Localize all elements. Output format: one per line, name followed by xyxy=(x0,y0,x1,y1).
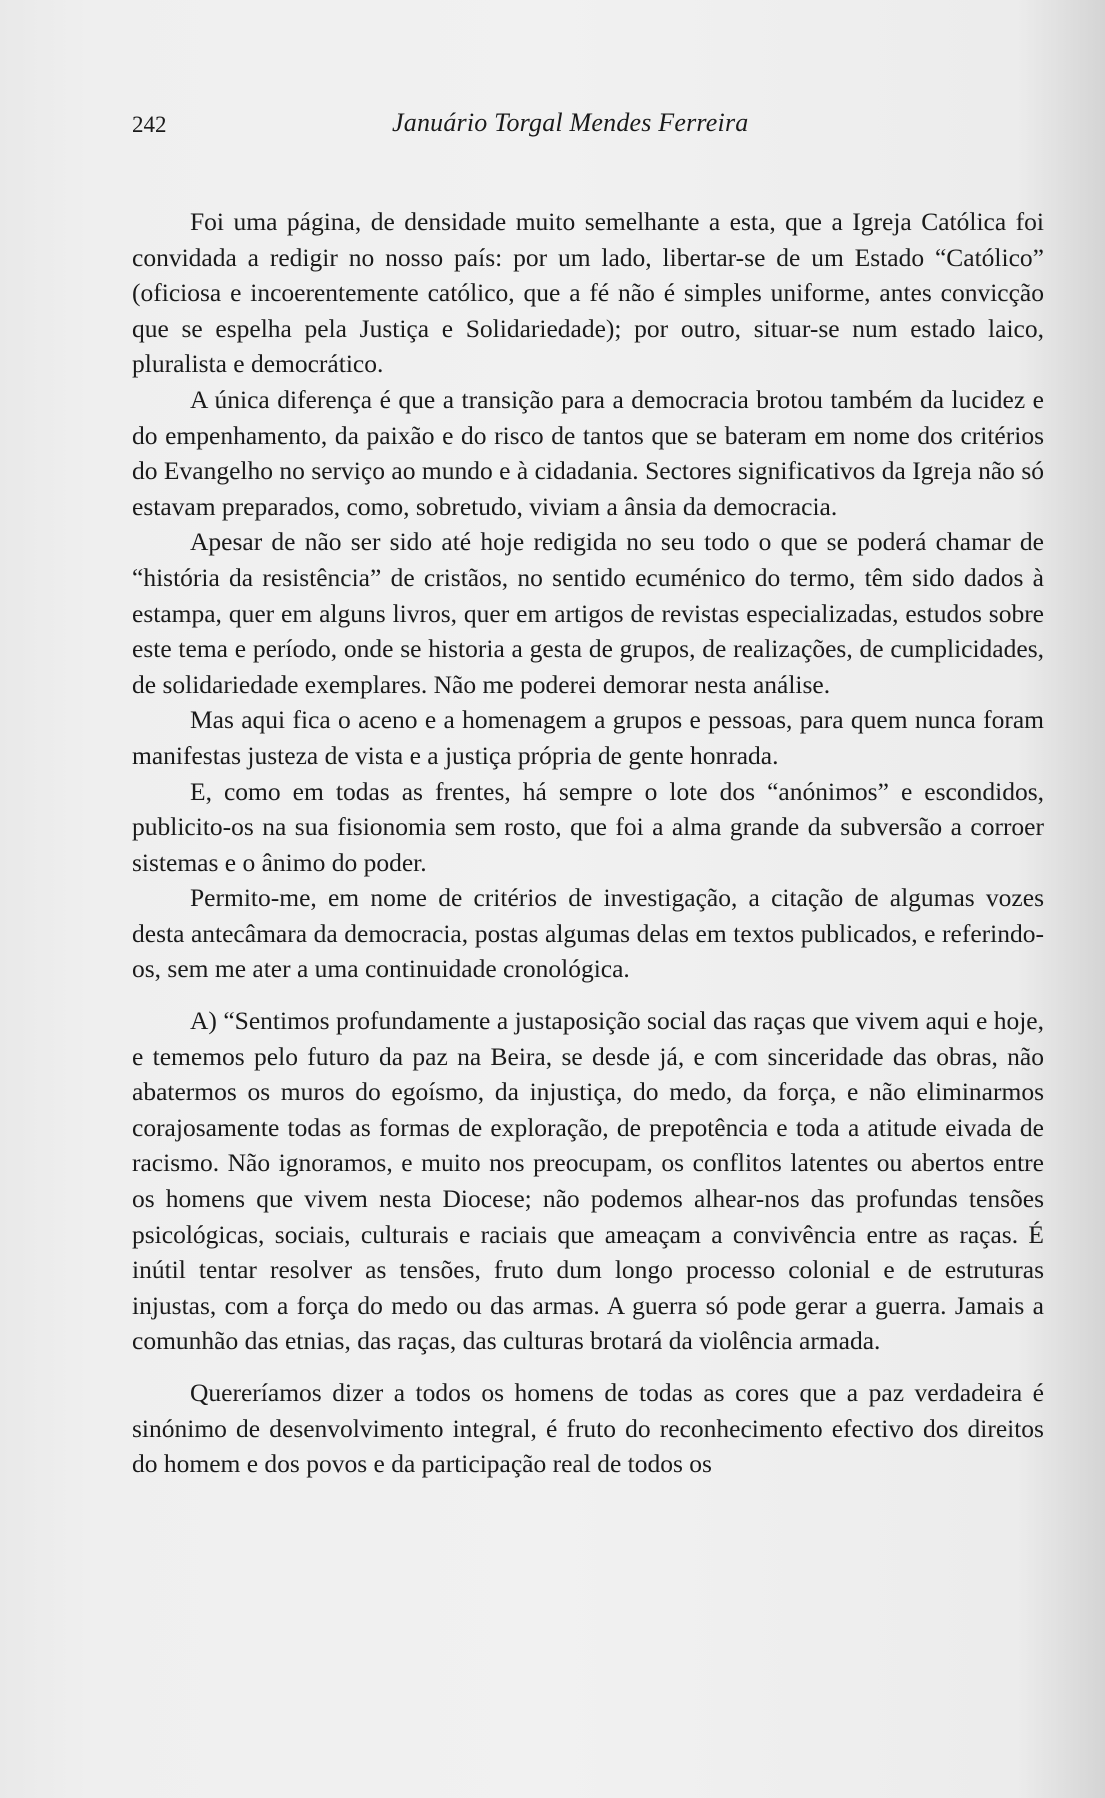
running-head xyxy=(132,108,1044,148)
paragraph: A única diferença é que a transição para a democracia brotou também da lucidez e do empenhamento, da paixão e do risco de tantos que se bateram em nome dos critérios do Evangelho no serviço ao mundo e à cidadania. Sectores significativos da Igreja não só estavam preparados, como, sobretudo, viviam a ânsia da democracia. xyxy=(132,384,1044,521)
paragraph: Permito-me, em nome de critérios de investigação, a citação de algumas vozes desta antecâmara da democracia, postas algumas delas em textos publicados, e referindo-os, sem me ater a uma continuidade cronológica. xyxy=(132,883,1044,984)
author-name: Januário Torgal Mendes Ferreira xyxy=(392,108,749,137)
page-number: 242 xyxy=(132,112,167,137)
paragraph: E, como em todas as frentes, há sempre o lote dos “anónimos” e escondidos, publicito-os na sua fisionomia sem rosto, que foi a alma grande da subversão a corroer sistemas e o ânimo do poder. xyxy=(132,776,1044,877)
quoted-paragraph: Quereríamos dizer a todos os homens de todas as cores que a paz verdadeira é sinónimo de desenvolvimento integral, é fruto do reconhecimento efectivo dos direitos do homem e dos povos e da participação real de todos os xyxy=(132,1378,1044,1479)
paragraph: Foi uma página, de densidade muito semelhante a esta, que a Igreja Católica foi convidada a redigir no nosso país: por um lado, libertar-se de um Estado “Católico” (oficiosa e incoerentemente católico, que a fé não é simples uniforme, antes convicção que se espelha pela Justiça e Solidariedade); por outro, situar-se num estado laico, pluralista e democrático. xyxy=(132,207,1044,379)
quoted-paragraph: A) “Sentimos profundamente a justaposição social das raças que vivem aqui e hoje, e tememos pelo futuro da paz na Beira, se desde já, e com sinceridade das obras, não abatermos os muros do egoísmo, da injustiça, do medo, da força, e não eliminarmos corajosamente todas as formas de exploração, de prepotência e toda a atitude eivada de racismo. Não ignoramos, e muito nos preocupam, os conflitos latentes ou abertos entre os homens que vivem nesta Diocese; não podemos alhear-nos das profundas tensões psicológicas, sociais, culturais e raciais que ameaçam a convivência entre as raças. É inútil tentar resolver as tensões, fruto dum longo processo colonial e de estruturas injustas, com a força do medo ou das armas. A guerra só pode gerar a guerra. Jamais a comunhão das etnias, das raças, das culturas brotará da violência armada. xyxy=(132,1006,1044,1356)
paragraph: Mas aqui fica o aceno e a homenagem a grupos e pessoas, para quem nunca foram manifestas justeza de vista e a justiça própria de gente honrada. xyxy=(132,705,1044,770)
paragraph: Apesar de não ser sido até hoje redigida no seu todo o que se poderá chamar de “história da resistência” de cristãos, no sentido ecuménico do termo, têm sido dados à estampa, quer em alguns livros, quer em artigos de revistas especializadas, estudos sobre este tema e período, onde se historia a gesta de grupos, de realizações, de cumplicidades, de solidariedade exemplares. Não me poderei demorar nesta análise. xyxy=(132,527,1044,699)
body-text xyxy=(132,204,1044,1482)
